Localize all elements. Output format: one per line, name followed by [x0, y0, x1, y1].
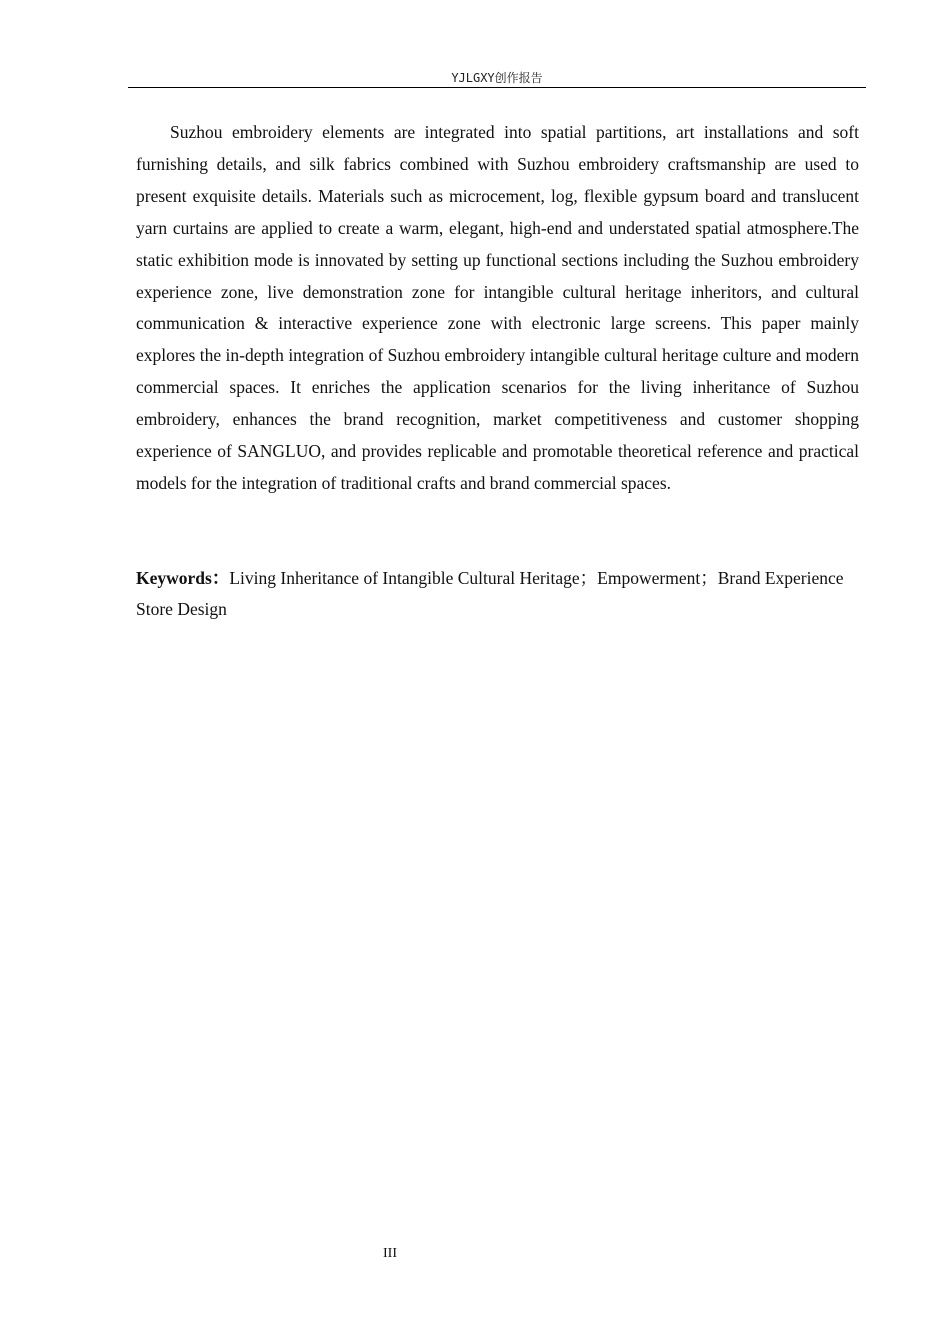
page-number: III: [383, 1246, 397, 1261]
header-divider: [128, 87, 866, 88]
keywords-line: [136, 563, 859, 625]
abstract-paragraph: Suzhou embroidery elements are integrated into spatial partitions, art installations and soft furnishing details, and silk fabrics combined with Suzhou embroidery craftsmanship are used to present exquisite details. Materials such as microcement, log, flexible gypsum board and translucent yarn curtains are applied to create a warm, elegant, high-end and understated spatial atmosphere.The static exhibition mode is innovated by setting up functional sections including the Suzhou embroidery experience zone, live demonstration zone for intangible cultural heritage inheritors, and cultural communication & interactive experience zone with electronic large screens. This paper mainly explores the in-depth integration of Suzhou embroidery intangible cultural heritage culture and modern commercial spaces. It enriches the application scenarios for the living inheritance of Suzhou embroidery, enhances the brand recognition, market competitiveness and customer shopping experience of SANGLUO, and provides replicable and promotable theoretical reference and practical models for the integration of traditional crafts and brand commercial spaces.: [136, 122, 859, 493]
running-header: YJLGXY创作报告: [451, 71, 543, 85]
keywords-label: Keywords：: [136, 568, 230, 588]
keywords-text: Living Inheritance of Intangible Cultural Heritage；Empowerment；Brand Experience Store Design: [136, 568, 844, 619]
